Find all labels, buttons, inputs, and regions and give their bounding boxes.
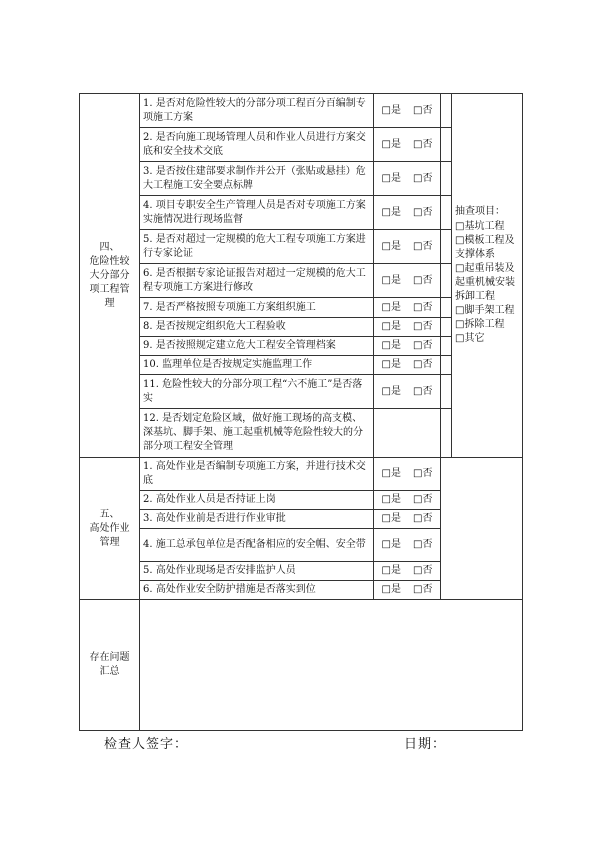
check-item: 6. 高处作业安全防护措施是否落实到位 xyxy=(140,581,374,600)
yes-no-options[interactable] xyxy=(374,162,441,196)
yes-no-options[interactable] xyxy=(374,529,441,562)
yes-checkbox[interactable]: □是 xyxy=(381,494,401,505)
table-row xyxy=(80,458,523,491)
blank-cell xyxy=(441,298,452,318)
summary-content-area[interactable] xyxy=(140,600,523,731)
yes-no-options[interactable] xyxy=(374,356,441,375)
yes-checkbox[interactable]: □是 xyxy=(381,172,401,184)
yes-checkbox[interactable]: □是 xyxy=(381,138,401,150)
check-item: 6. 是否根据专家论证报告对超过一定规模的危大工程专项施工方案进行修改 xyxy=(140,264,374,298)
no-checkbox[interactable]: □否 xyxy=(413,539,433,550)
check-item: 7. 是否严格按照专项施工方案组织施工 xyxy=(140,298,374,318)
option-other[interactable]: □其它 xyxy=(455,333,485,344)
table-row xyxy=(80,94,523,128)
yes-checkbox[interactable]: □是 xyxy=(381,206,401,218)
section-4-title: 四、 危险性较 大分部分 项工程管 理 xyxy=(80,94,140,458)
yes-checkbox[interactable]: □是 xyxy=(381,321,401,332)
yes-checkbox[interactable]: □是 xyxy=(381,274,401,286)
blank-cell xyxy=(441,356,452,375)
yes-checkbox[interactable]: □是 xyxy=(381,359,401,370)
no-checkbox[interactable]: □否 xyxy=(413,172,433,184)
summary-title: 存在问题 汇总 xyxy=(80,600,140,731)
check-item: 4. 施工总承包单位是否配备相应的安全帽、安全带 xyxy=(140,529,374,562)
no-checkbox[interactable]: □否 xyxy=(413,359,433,370)
check-item: 5. 高处作业现场是否安排监护人员 xyxy=(140,562,374,581)
blank-cell xyxy=(441,94,452,128)
yes-no-options[interactable] xyxy=(374,458,441,491)
yes-no-options[interactable] xyxy=(374,491,441,510)
inspector-signature-label: 检查人签字： xyxy=(104,737,189,752)
option-demolition[interactable]: □拆除工程 xyxy=(455,319,505,330)
check-item: 1. 是否对危险性较大的分部分项工程百分百编制专项施工方案 xyxy=(140,94,374,128)
no-checkbox[interactable]: □否 xyxy=(413,565,433,576)
yes-no-options[interactable] xyxy=(374,264,441,298)
spot-check-selection xyxy=(452,94,523,458)
check-item: 1. 高处作业是否编制专项施工方案，并进行技术交底 xyxy=(140,458,374,491)
no-checkbox[interactable]: □否 xyxy=(413,468,433,479)
check-item: 3. 高处作业前是否进行作业审批 xyxy=(140,510,374,529)
option-formwork[interactable]: □模板工程及支撑体系 xyxy=(455,235,515,260)
yes-checkbox[interactable]: □是 xyxy=(381,513,401,524)
no-checkbox[interactable]: □否 xyxy=(413,274,433,286)
check-item: 2. 高处作业人员是否持证上岗 xyxy=(140,491,374,510)
yes-no-options[interactable] xyxy=(374,318,441,337)
check-item: 10. 监理单位是否按规定实施监理工作 xyxy=(140,356,374,375)
blank-cell xyxy=(441,375,452,409)
inspection-form-table xyxy=(79,93,523,731)
check-item: 5. 是否对超过一定规模的危大工程专项施工方案进行专家论证 xyxy=(140,230,374,264)
yes-no-options[interactable] xyxy=(374,562,441,581)
yes-no-options[interactable] xyxy=(374,337,441,356)
no-checkbox[interactable]: □否 xyxy=(413,385,433,397)
yes-checkbox[interactable]: □是 xyxy=(381,385,401,397)
check-item: 9. 是否按照规定建立危大工程安全管理档案 xyxy=(140,337,374,356)
yes-checkbox[interactable]: □是 xyxy=(381,539,401,550)
yes-no-options[interactable] xyxy=(374,196,441,230)
yes-no-options[interactable] xyxy=(374,510,441,529)
yes-no-options[interactable] xyxy=(374,581,441,600)
section-5-title: 五、 高处作业 管理 xyxy=(80,458,140,600)
blank-cell xyxy=(441,162,452,196)
no-checkbox[interactable]: □否 xyxy=(413,104,433,116)
table-row xyxy=(80,600,523,731)
yes-no-options[interactable] xyxy=(374,409,441,458)
blank-cell xyxy=(441,458,523,600)
no-checkbox[interactable]: □否 xyxy=(413,240,433,252)
check-item: 8. 是否按规定组织危大工程验收 xyxy=(140,318,374,337)
check-item: 4. 项目专职安全生产管理人员是否对专项施工方案实施情况进行现场监督 xyxy=(140,196,374,230)
yes-no-options[interactable] xyxy=(374,94,441,128)
blank-cell xyxy=(441,337,452,356)
no-checkbox[interactable]: □否 xyxy=(413,321,433,332)
yes-checkbox[interactable]: □是 xyxy=(381,565,401,576)
no-checkbox[interactable]: □否 xyxy=(413,301,433,313)
yes-no-options[interactable] xyxy=(374,298,441,318)
blank-cell xyxy=(441,409,452,458)
no-checkbox[interactable]: □否 xyxy=(413,494,433,505)
no-checkbox[interactable]: □否 xyxy=(413,584,433,595)
yes-no-options[interactable] xyxy=(374,375,441,409)
yes-checkbox[interactable]: □是 xyxy=(381,340,401,351)
date-label: 日期： xyxy=(404,737,447,752)
yes-checkbox[interactable]: □是 xyxy=(381,584,401,595)
blank-cell xyxy=(441,318,452,337)
check-item: 2. 是否向施工现场管理人员和作业人员进行方案交底和安全技术交底 xyxy=(140,128,374,162)
option-lifting-machinery[interactable]: □起重吊装及起重机械安装拆卸工程 xyxy=(455,263,515,302)
check-item: 11. 危险性较大的分部分项工程“六不施工”是否落实 xyxy=(140,375,374,409)
blank-cell xyxy=(441,264,452,298)
yes-no-options[interactable] xyxy=(374,230,441,264)
option-foundation-pit[interactable]: □基坑工程 xyxy=(455,221,505,232)
no-checkbox[interactable]: □否 xyxy=(413,340,433,351)
no-checkbox[interactable]: □否 xyxy=(413,138,433,150)
yes-no-options[interactable] xyxy=(374,128,441,162)
yes-checkbox[interactable]: □是 xyxy=(381,104,401,116)
no-checkbox[interactable]: □否 xyxy=(413,513,433,524)
yes-checkbox[interactable]: □是 xyxy=(381,301,401,313)
blank-cell xyxy=(441,230,452,264)
blank-cell xyxy=(441,196,452,230)
no-checkbox[interactable]: □否 xyxy=(413,206,433,218)
option-scaffolding[interactable]: □脚手架工程 xyxy=(455,305,515,316)
blank-cell xyxy=(441,128,452,162)
check-item: 12. 是否划定危险区域，做好施工现场的高支模、深基坑、脚手架、施工起重机械等危险性较大的分部分项工程安全管理 xyxy=(140,409,374,458)
yes-checkbox[interactable]: □是 xyxy=(381,468,401,479)
check-item: 3. 是否按住建部要求制作并公开（张贴或悬挂）危大工程施工安全要点标牌 xyxy=(140,162,374,196)
spot-check-title: 抽查项目： xyxy=(455,206,505,217)
yes-checkbox[interactable]: □是 xyxy=(381,240,401,252)
